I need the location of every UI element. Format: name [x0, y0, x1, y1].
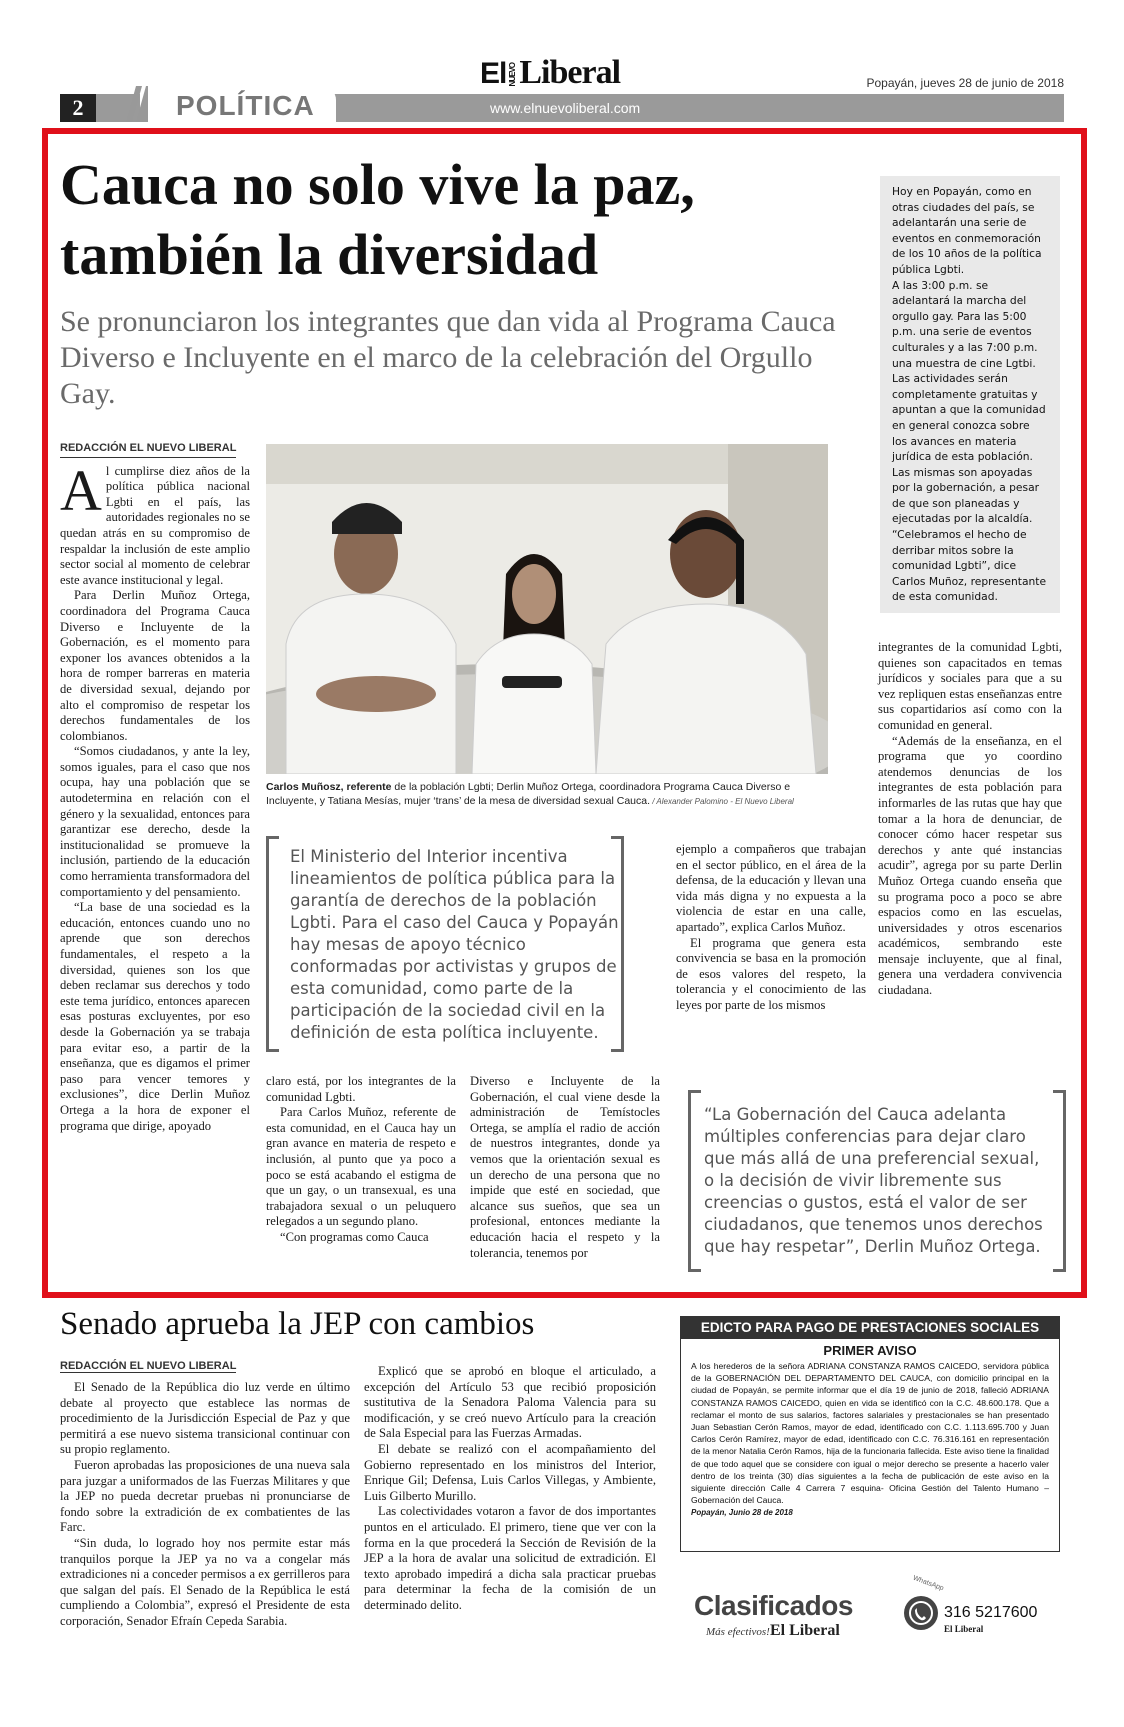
body-paragraph: l cumplirse diez años de la política pública nacional Lgbti en el país, las autoridades regionales no se quedan atrás en su compromiso de respaldar la inclusión de este amplio sector social al momento de celebrar este avance institucional y legal. — [60, 463, 250, 587]
body-paragraph: El programa que genera esta convivencia se basa en la promoción de esos valores del respeto, la tolerancia y el conocimiento de las leyes por parte de los mismos — [676, 935, 866, 1012]
website-url[interactable]: www.elnuevoliberal.com — [490, 100, 641, 116]
issue-date: Popayán, jueves 28 de junio de 2018 — [866, 76, 1064, 90]
whatsapp-icon — [904, 1596, 938, 1630]
masthead-logo — [480, 54, 620, 92]
body-paragraph: “Con programas como Cauca — [280, 1229, 429, 1244]
events-sidebar — [880, 176, 1060, 613]
classifieds-title: Clasificados — [694, 1590, 853, 1621]
sidebar-para: A las 3:00 p.m. se adelantará la marcha del orgullo gay. Para las 5:00 p.m. una serie de eventos culturales y a las 7:00 p.m. una muestra de cine Lgtbi. — [892, 278, 1038, 370]
body-paragraph: Diverso e Incluyente de la Gobernación, el cual viene desde la administración de Temístocles Ortega, se amplía el radio de acción de nuestros integrantes, donde ya vemos que la orientación sexual es un derecho de una persona que no impide que esté en sociedad, que alcance sus sueños, que sea un profesional, entonces mediante la educación hacia el respeto y la tolerancia, tenemos por — [470, 1074, 660, 1260]
article2-headline: Senado aprueba la JEP con cambios — [60, 1306, 535, 1342]
body-paragraph: ejemplo a compañeros que trabajan en el sector público, en el área de la defensa, de la educación y llevan una vida más digna y no expuesta a la violencia de estar en una calle, apartado”, explica Carlos Muñoz. — [676, 842, 866, 934]
pullquote-text: El Ministerio del Interior incentiva lineamientos de política pública para la garantía de derechos de la población Lgbti. Para el caso del Cauca y Popayán hay mesas de apoyo técnico conformadas por activistas y grupos de esta comunidad, como parte de la participación de la sociedad civil en la definición de esta política incluyente. — [290, 847, 619, 1042]
pullquote-ministry — [266, 836, 624, 1054]
article-headline — [60, 150, 860, 290]
article-column-2 — [266, 1074, 456, 1246]
edict-signature: Popayán, Junio 28 de 2018 — [691, 1508, 793, 1518]
article-column-3 — [470, 1074, 660, 1261]
article-column-3-top — [676, 842, 866, 1014]
body-paragraph: Las colectividades votaron a favor de dos importantes puntos en el articulado. El primero, tiene que ver con la forma en la que procederá la Sección de Revisión de la JEP a la hora de avalar una solicitud de extradición. El texto aprobado impedirá a dicha sala practicar pruebas para determinar la fecha de la comisión de un determinado delito. — [364, 1504, 656, 1612]
section-name: POLÍTICA — [176, 90, 315, 121]
article2-byline: REDACCIÓN EL NUEVO LIBERAL — [60, 1360, 237, 1372]
photo-credit: / Alexander Palomino - El Nuevo Liberal — [650, 797, 794, 806]
logo-nuevo: NUEVO — [508, 63, 518, 87]
section-slash-decoration — [112, 86, 148, 122]
phone-glyph — [904, 1596, 938, 1630]
article-column-4 — [878, 640, 1062, 999]
bracket-left — [688, 1090, 701, 1272]
logo-liberal: Liberal — [519, 54, 621, 91]
drop-cap: A — [60, 457, 102, 523]
classifieds-phone[interactable]: 316 5217600 — [944, 1604, 1038, 1621]
classifieds-logo: El Liberal — [770, 1622, 840, 1639]
photo-caption — [266, 780, 828, 809]
body-paragraph: Para Carlos Muñoz, referente de esta comunidad, en el Cauca hay un gran avance en materia de respeto e inclusión, al punto que ya poco a poco se está acabando el estigma de que un gay, o un transexual, es una trabajadora sexual o un peluquero relegados a un segundo plano. — [266, 1105, 456, 1229]
article2-column-2 — [364, 1364, 656, 1614]
article-deck: Se pronunciaron los integrantes que dan vida al Programa Cauca Diverso e Incluyente en el marco de la celebración del Orgullo Gay. — [60, 305, 836, 410]
article-column-1 — [60, 440, 250, 1134]
body-paragraph: “Además de la enseñanza, en el programa que yo coordino atendemos denuncias de los integrantes de esta población para informarles de las rutas que hay que tomar a la hora de denunciar, de conocer cómo hacer respetar sus derechos y ante qué instancias acudir”, agrega por su parte Derlin Muñoz Ortega cuando enseña que su programa poco a poco se abre espacios como en las escuelas, universidades y otros escenarios académicos, sembrando este mensaje incluyente, que al final, genera una verdadera convivencia ciudadana. — [878, 733, 1062, 998]
article-photo — [266, 444, 828, 774]
caption-bold: Carlos Muñosz, referente — [266, 781, 392, 793]
article2-column-1 — [60, 1380, 350, 1630]
classifieds-tagline: Más efectivos! — [706, 1626, 770, 1638]
pullquote-text: “La Gobernación del Cauca adelanta múltiples conferencias para dejar claro que más allá de una preferencial sexual, o la decisión de vivir libremente sus creencias o gustos, está el valor de ser ciudadanos, que tenemos unos derechos que hay respetar”, Derlin Muñoz Ortega. — [704, 1105, 1043, 1256]
body-paragraph: Fueron aprobadas las proposiciones de una nueva sala para juzgar a uniformados de las Fuerzas Militares y que la JEP no pueda decretar pruebas ni pronunciarse de fondo sobre la extradición de ex combatientes de las Farc. — [60, 1457, 350, 1535]
sidebar-para: Hoy en Popayán, como en otras ciudades del país, se adelantarán una serie de eventos en conmemoración de los 10 años de la política pública Lgbti. — [892, 185, 1042, 276]
headline-line-1: Cauca no solo vive la paz, — [60, 152, 695, 217]
photo-illustration — [266, 444, 828, 774]
body-paragraph: “Somos ciudadanos, y ante la ley, somos iguales, para el caso que nos ocupa, hay una población que se autodetermina en relación con el género y la sexualidad, entonces para garantizar ese derecho, desde la institucionalidad se promueve la inclusión, partiendo de la educación como herramienta transformadora del comportamiento y del pensamiento. — [60, 744, 250, 899]
logo-el: El — [480, 57, 507, 90]
bracket-right — [1053, 1090, 1066, 1272]
caption-text: de la población Lgbti; Derlin Muñoz Ortega, coordinadora Programa Cauca Diverso e Incluyente, y Tatiana Mesías, mujer ‘trans’ de la mesa de diversidad sexual Cauca. — [266, 781, 791, 807]
bracket-left — [266, 836, 279, 1052]
edict-title: EDICTO PARA PAGO DE PRESTACIONES SOCIALES — [681, 1317, 1059, 1339]
sidebar-para: Las mismas son apoyadas por la gobernación, a pesar de que son planeadas y ejecutadas por la alcaldía. — [892, 465, 1040, 526]
page-number: 2 — [60, 94, 96, 122]
body-paragraph: integrantes de la comunidad Lgbti, quienes son capacitados en temas jurídicos y sociales para que a su vez repliquen estas enseñanzas entre sus copartidarios así como con la comunidad en general. — [878, 640, 1062, 732]
article2-byline-wrap — [60, 1356, 236, 1374]
body-paragraph: “La base de una sociedad es la educación, entonces cuando uno no aprende que son derechos fundamentales, el respeto a la diversidad, quienes son los que deben reclamar sus derechos y todo este tema jurídico, entonces aparecen esas posturas excluyentes, por eso desde la Gobernación ya se trabaja para evitar eso, a partir de la enseñanza, que es digamos el primer paso para vencer temores y exclusiones”, dice Derlin Muñoz Ortega a la hora de exponer el programa que dirige, apoyado — [60, 900, 250, 1133]
body-paragraph: Para Derlin Muñoz Ortega, coordinadora del Programa Cauca Diverso e Incluyente de la Gobernación, es el momento para exponer los avances obtenidos a la hora de romper barreras en materia de diversidad sexual, dejando por alto el compromiso de respetar los derechos fundamentales de los colombianos. — [60, 588, 250, 743]
pullquote-gobernacion — [688, 1090, 1066, 1274]
body-paragraph: Explicó que se aprobó en bloque el articulado, a excepción del Artículo 53 que recibió proposición sustitutiva de la Senadora Paloma Valencia para su modificación, y se creó nuevo Artículo para la creación de Sala Especial para las Fuerzas Armadas. — [364, 1364, 656, 1441]
body-paragraph: “Sin duda, lo logrado hoy nos permite estar más tranquilos porque la JEP ya no va a congelar más extradiciones ni a conceder permisos a ex gerrilleros para que salgan del país. El Senado de la República le está cumpliendo a Colombia”, expresó el Presidente de esta corporación, Senador Efraín Cepeda Sarabia. — [60, 1535, 350, 1628]
sidebar-para: Las actividades serán completamente gratuitas y apuntan a que la comunidad en general conozca sobre los avances en materia jurídica de esta población. — [892, 372, 1046, 464]
headline-line-2: también la diversidad — [60, 222, 599, 287]
sidebar-para: “Celebramos el hecho de derribar mitos sobre la comunidad Lgbti”, dice Carlos Muñoz, representante de esta comunidad. — [892, 528, 1047, 604]
body-paragraph: El Senado de la República dio luz verde en último debate al proyecto que establece las normas de procedimiento de la Jurisdicción Especial de Paz y que permitirá a ese nuevo sistema transicional continuar con su propio reglamento. — [60, 1380, 350, 1457]
whatsapp-label: WhatsApp — [911, 1574, 945, 1593]
article-byline: REDACCIÓN EL NUEVO LIBERAL — [60, 441, 236, 458]
edict-subtitle: PRIMER AVISO — [823, 1343, 917, 1358]
body-paragraph: El debate se realizó con el acompañamiento del Gobierno representado en los ministros del Interior, Enrique Gil; Defensa, Luis Carlos Villegas, y Ambiente, Luis Gilberto Murillo. — [364, 1441, 656, 1503]
phone-logo: El Liberal — [944, 1624, 984, 1634]
body-paragraph: claro está, por los integrantes de la comunidad Lgbti. — [266, 1074, 456, 1104]
edict-notice — [680, 1316, 1060, 1552]
edict-body: A los herederos de la señora ADRIANA CONSTANZA RAMOS CAICEDO, servidora pública de la GOBERNACIÓN DEL DEPARTAMENTO DEL CAUCA, con domicilio principal en la ciudad de Popayán, se permite informar que el día 19 de junio de 2018, falleció ADRIANA CONSTANZA RAMOS CAICEDO, quien en vida se identificó con la C.C. 48.600.178. Que a reclamar el monto de sus salarios, factores salariales y prestacionales se han presentado Juan Sebastian Cerón Ramos, mayor de edad, identificado con C.C. 1.113.695.700 y Juan Carlos Cerón Ramírez, mayor de edad, identificado con C.C. 76.316.161 en representación de la menor Natalia Cerón Ramos, hija de la funcionaria fallecida. Este aviso tiene la finalidad de que todo aquel que se considere con igual o mejor derecho se presente a hacerlo valer dentro de los treinta (30) días siguientes a la fecha de publicación de este aviso en la siguiente dirección Calle 4 Carrera 7 esquina- Oficina Gestión del Talento Humano – Gobernación del Cauca. — [691, 1361, 1049, 1506]
